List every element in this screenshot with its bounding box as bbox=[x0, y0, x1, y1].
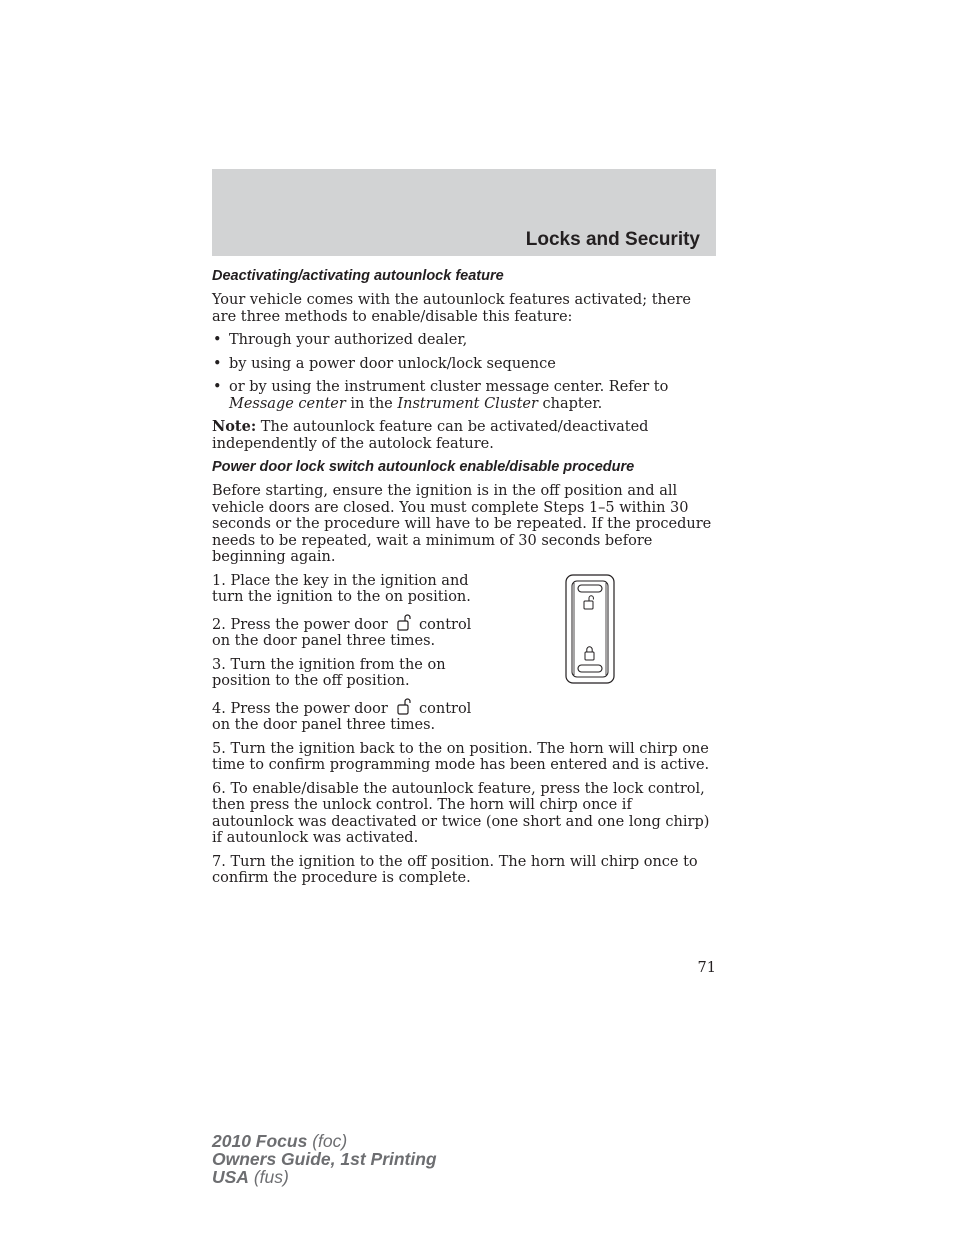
bullet-icon: • bbox=[213, 379, 222, 395]
note-paragraph: Note: The autounlock feature can be activated/deactivated independently of the autolock feature. bbox=[212, 418, 649, 452]
page-number: 71 bbox=[697, 960, 716, 976]
steps-with-figure bbox=[212, 573, 716, 734]
method-item: • or by using the instrument cluster message center. Refer to Message center in the Instrument Cluster chapter. bbox=[213, 379, 669, 412]
step-1: 1. Place the key in the ignition and turn the ignition to the on position. bbox=[212, 572, 471, 605]
bullet-icon: • bbox=[213, 355, 222, 372]
bullet-icon: • bbox=[213, 332, 222, 348]
chapter-title: Locks and Security bbox=[525, 229, 700, 250]
footer-line-model: 2010 Focus (foc) bbox=[212, 1131, 348, 1151]
chapter-header-band bbox=[212, 169, 716, 256]
step-7: 7. Turn the ignition to the off position. The horn will chirp once to confirm the procedure is complete. bbox=[212, 853, 698, 886]
method-list bbox=[212, 332, 716, 412]
section-heading-procedure: Power door lock switch autounlock enable/disable procedure bbox=[212, 459, 635, 475]
step-5: 5. Turn the ignition back to the on position. The horn will chirp one time to confirm programming mode has been entered and is active. bbox=[212, 740, 710, 773]
ref-instrument-cluster: Instrument Cluster bbox=[397, 395, 538, 412]
step-6: 6. To enable/disable the autounlock feature, press the lock control, then press the unlock control. The horn will chirp once if autounlock was deactivated or twice (one short and one long chirp) if autounlock was activated. bbox=[212, 780, 710, 846]
procedure-intro: Before starting, ensure the ignition is in the off position and all vehicle doors are closed. You must complete Steps 1–5 within 30 seconds or the procedure will have to be repeated. If the procedure needs to be repeated, wait a minimum of 30 seconds before beginning again. bbox=[212, 483, 712, 565]
step-2: 2. Press the power door control on the door panel three times. bbox=[212, 613, 472, 650]
footer-print-info bbox=[212, 1132, 437, 1186]
method-item: • Through your authorized dealer, bbox=[213, 332, 468, 348]
page-content bbox=[212, 268, 716, 894]
step-3: 3. Turn the ignition from the on position to the off position. bbox=[212, 656, 446, 689]
section-heading-autounlock: Deactivating/activating autounlock feature bbox=[212, 268, 504, 284]
autounlock-intro: Your vehicle comes with the autounlock features activated; there are three methods to enable/disable this feature: bbox=[212, 292, 691, 325]
ref-message-center: Message center bbox=[229, 395, 346, 412]
unlock-icon bbox=[394, 697, 412, 715]
steps-1-4 bbox=[212, 573, 472, 734]
method-item: • by using a power door unlock/lock sequence bbox=[213, 355, 556, 372]
note-label: Note: bbox=[212, 418, 257, 435]
footer-line-region: USA (fus) bbox=[212, 1167, 289, 1187]
footer-line-guide: Owners Guide, 1st Printing bbox=[212, 1149, 437, 1169]
step-4: 4. Press the power door control on the door panel three times. bbox=[212, 697, 472, 734]
unlock-icon bbox=[394, 613, 412, 631]
door-lock-switch-illustration bbox=[562, 573, 618, 685]
